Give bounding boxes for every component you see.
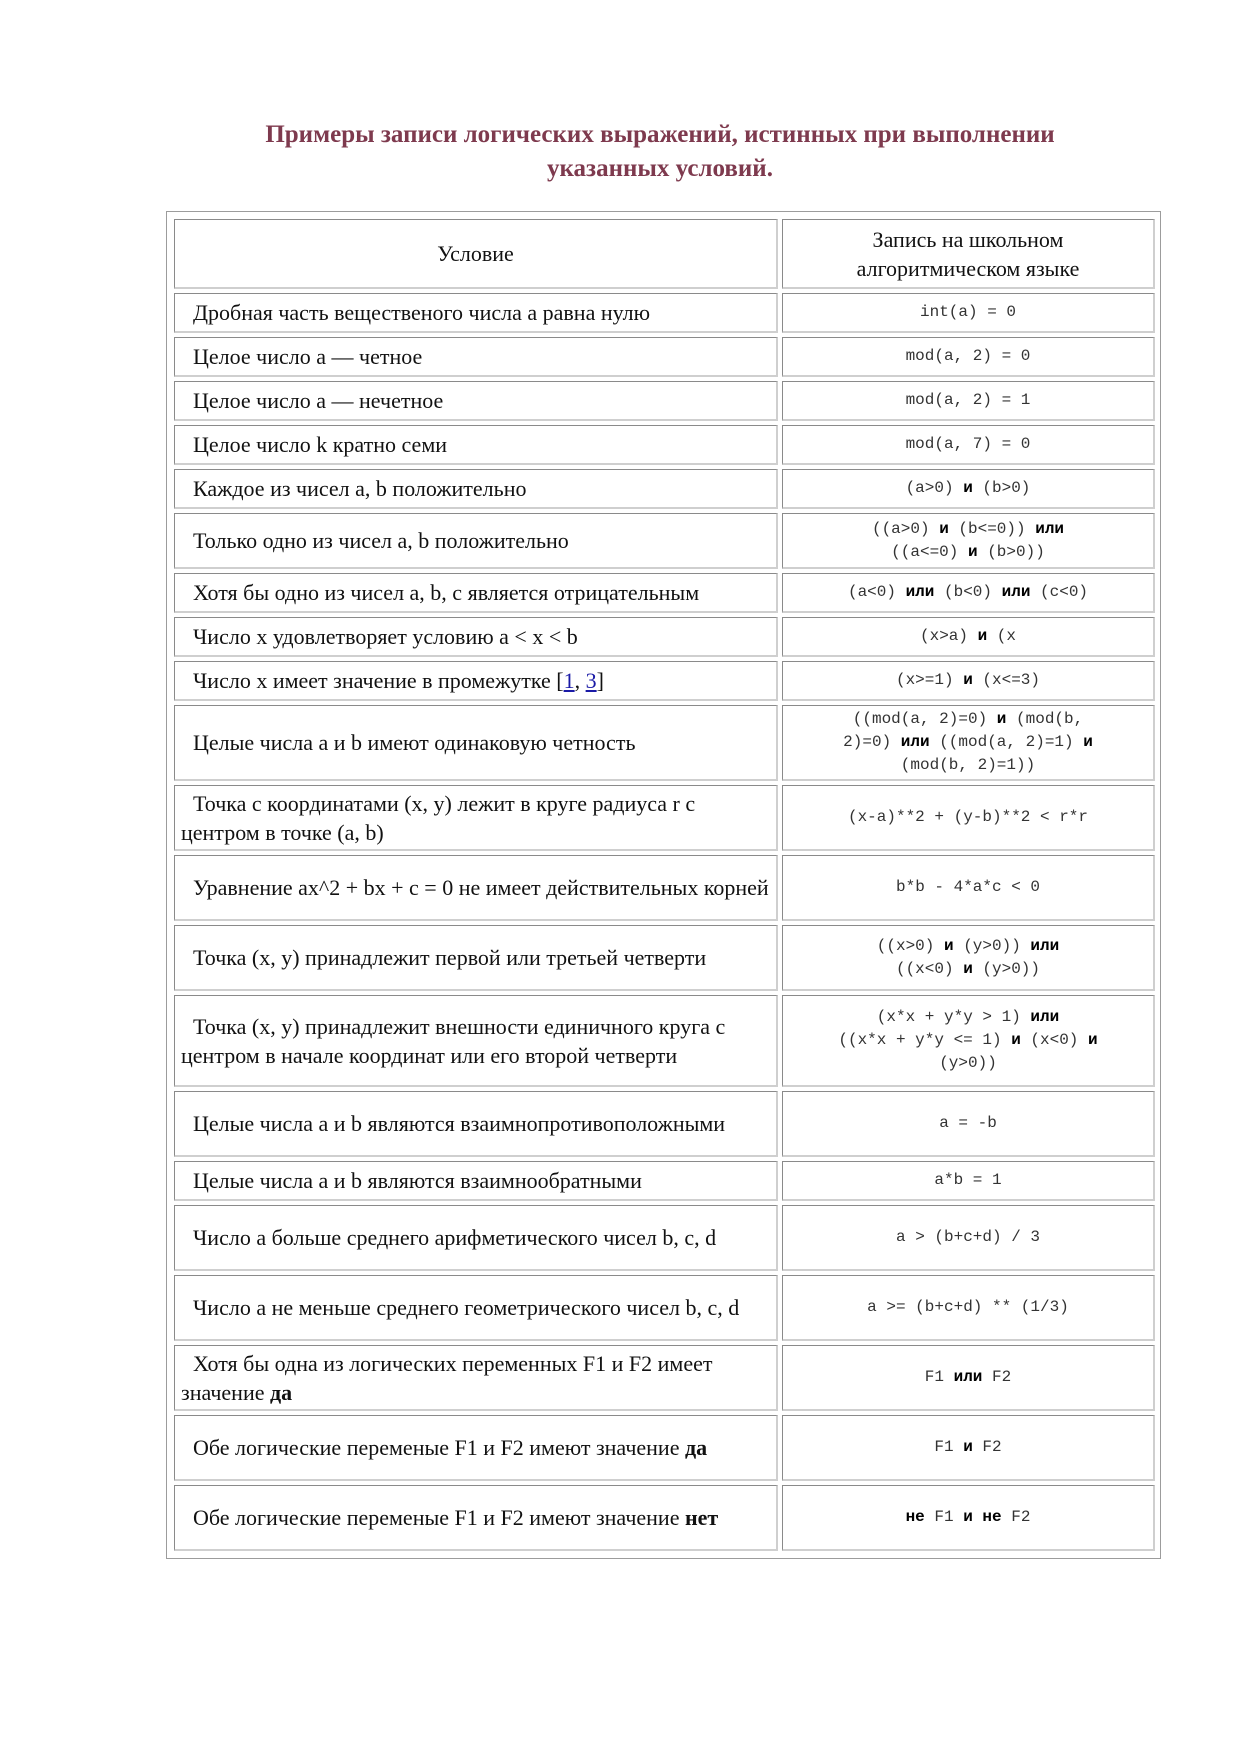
condition-cell: Число a не меньше среднего геометрического чисел b, c, d — [174, 1275, 778, 1341]
title-line-1: Примеры записи логических выражений, истинных при выполнении — [265, 121, 1055, 148]
table-row — [174, 1091, 1155, 1157]
code-cell: (x-a)**2 + (y-b)**2 < r*r — [782, 785, 1155, 851]
code-cell: a = -b — [782, 1091, 1155, 1157]
code-cell: mod(a, 2) = 1 — [782, 381, 1155, 421]
table-row — [174, 785, 1155, 851]
condition-cell: Обе логические переменые F1 и F2 имеют значение да — [174, 1415, 778, 1481]
code-cell: a >= (b+c+d) ** (1/3) — [782, 1275, 1155, 1341]
code-cell: (a>0) и (b>0) — [782, 469, 1155, 509]
table-row — [174, 573, 1155, 613]
condition-cell: Число a больше среднего арифметического чисел b, c, d — [174, 1205, 778, 1271]
table-row — [174, 469, 1155, 509]
document-title — [170, 118, 1150, 186]
header-notation-line-2: алгоритмическом языке — [856, 255, 1080, 281]
code-cell: F1 или F2 — [782, 1345, 1155, 1411]
code-cell: ((x>0) и (y>0)) или ((x<0) и (y>0)) — [782, 925, 1155, 991]
condition-cell: Целые числа a и b имеют одинаковую четность — [174, 705, 778, 781]
code-cell: (x>=1) и (x<=3) — [782, 661, 1155, 701]
table-row — [174, 925, 1155, 991]
condition-cell: Дробная часть вещественого числа a равна нулю — [174, 293, 778, 333]
code-cell: mod(a, 7) = 0 — [782, 425, 1155, 465]
table-row — [174, 617, 1155, 657]
table-row — [174, 425, 1155, 465]
condition-cell: Число x имеет значение в промежутке [1, 3] — [174, 661, 778, 701]
condition-cell: Уравнение ax^2 + bx + c = 0 не имеет действительных корней — [174, 855, 778, 921]
link-3: 3 — [585, 668, 597, 693]
condition-cell: Целое число k кратно семи — [174, 425, 778, 465]
code-cell: int(a) = 0 — [782, 293, 1155, 333]
code-cell: mod(a, 2) = 0 — [782, 337, 1155, 377]
condition-cell: Хотя бы одна из логических переменных F1 и F2 имеет значение да — [174, 1345, 778, 1411]
condition-cell: Целые числа a и b являются взаимнообратными — [174, 1161, 778, 1201]
code-cell: не F1 и не F2 — [782, 1485, 1155, 1551]
table-row — [174, 1161, 1155, 1201]
code-cell: (x>a) и (x — [782, 617, 1155, 657]
table-row — [174, 1345, 1155, 1411]
condition-cell: Хотя бы одно из чисел a, b, c является отрицательным — [174, 573, 778, 613]
code-cell: (a<0) или (b<0) или (c<0) — [782, 573, 1155, 613]
condition-cell: Только одно из чисел a, b положительно — [174, 513, 778, 569]
code-cell: b*b - 4*a*c < 0 — [782, 855, 1155, 921]
table-row — [174, 513, 1155, 569]
condition-cell: Целое число a — четное — [174, 337, 778, 377]
condition-cell: Точка с координатами (x, y) лежит в круге радиуса r с центром в точке (a, b) — [174, 785, 778, 851]
header-row — [174, 219, 1155, 289]
table-row — [174, 293, 1155, 333]
condition-cell: Точка (x, y) принадлежит первой или третьей четверти — [174, 925, 778, 991]
table-row — [174, 661, 1155, 701]
condition-cell: Число x удовлетворяет условию a < x < b — [174, 617, 778, 657]
code-cell: a > (b+c+d) / 3 — [782, 1205, 1155, 1271]
logic-expressions-table — [166, 211, 1161, 1559]
table-row — [174, 1485, 1155, 1551]
title-line-2: указанных условий. — [547, 155, 773, 182]
condition-cell: Целое число a — нечетное — [174, 381, 778, 421]
condition-cell: Каждое из чисел a, b положительно — [174, 469, 778, 509]
header-condition: Условие — [174, 219, 778, 289]
table-row — [174, 1275, 1155, 1341]
header-notation-line-1: Запись на школьном — [872, 226, 1064, 252]
condition-cell: Целые числа a и b являются взаимнопротивоположными — [174, 1091, 778, 1157]
condition-cell: Точка (x, y) принадлежит внешности единичного круга с центром в начале координат или его второй четверти — [174, 995, 778, 1087]
condition-cell: Обе логические переменые F1 и F2 имеют значение нет — [174, 1485, 778, 1551]
table-row — [174, 855, 1155, 921]
code-cell: a*b = 1 — [782, 1161, 1155, 1201]
header-notation — [782, 219, 1155, 289]
link-1: 1 — [563, 668, 575, 693]
code-cell: ((a>0) и (b<=0)) или ((a<=0) и (b>0)) — [782, 513, 1155, 569]
table-row — [174, 1205, 1155, 1271]
table-row — [174, 705, 1155, 781]
code-cell: F1 и F2 — [782, 1415, 1155, 1481]
code-cell: (x*x + y*y > 1) или ((x*x + y*y <= 1) и (x<0) и (y>0)) — [782, 995, 1155, 1087]
table-row — [174, 381, 1155, 421]
table-row — [174, 337, 1155, 377]
code-cell: ((mod(a, 2)=0) и (mod(b, 2)=0) или ((mod(a, 2)=1) и (mod(b, 2)=1)) — [782, 705, 1155, 781]
table-row — [174, 995, 1155, 1087]
table-row — [174, 1415, 1155, 1481]
